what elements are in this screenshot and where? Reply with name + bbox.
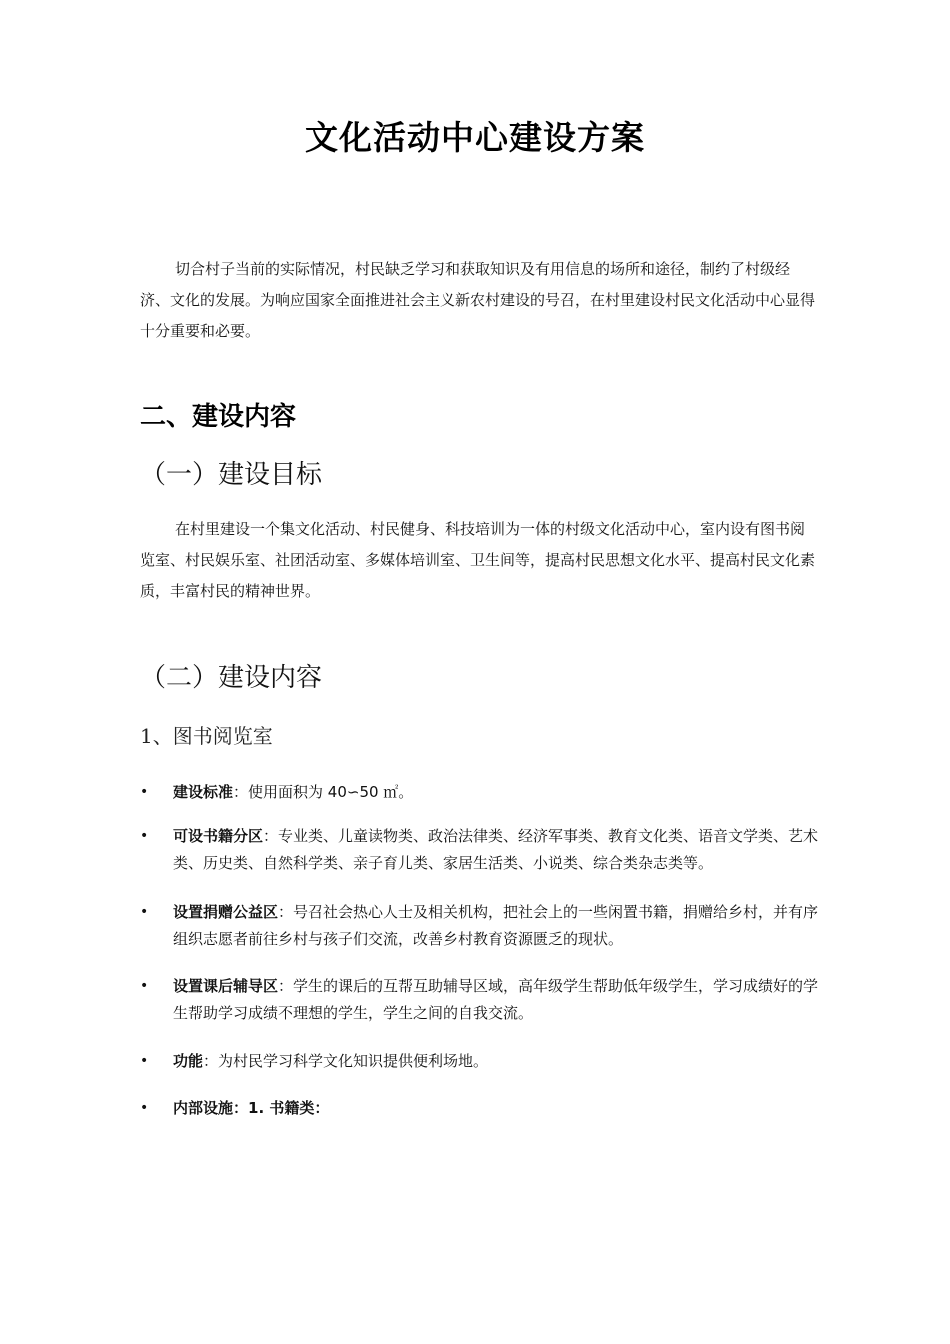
list-item-label: 可设书籍分区 [173, 827, 264, 845]
goal-paragraph: 在村里建设一个集文化活动、村民健身、科技培训为一体的村级文化活动中心，室内设有图书阅览室、村民娱乐室、社团活动室、多媒体培训室、卫生间等，提高村民思想文化水平、提高村民文化素质，丰富村民的精神世界。 [140, 520, 816, 600]
list-item-separator: ： [203, 1052, 219, 1070]
document-title: 文化活动中心建设方案 [305, 118, 645, 157]
intro-paragraph: 切合村子当前的实际情况，村民缺乏学习和获取知识及有用信息的场所和途径，制约了村级经济、文化的发展。为响应国家全面推进社会主义新农村建设的号召，在村里建设村民文化活动中心显得十分重要和必要。 [140, 260, 816, 340]
list-item-separator: ： [233, 783, 249, 801]
list-item-separator: ： [263, 827, 279, 845]
subsection-heading-goal: （一）建设目标 [140, 460, 323, 490]
list-item-separator: ： [278, 903, 294, 921]
bullet-icon: • [140, 1100, 149, 1116]
subsection-heading-content: （二）建设内容 [140, 663, 323, 693]
list-item-separator: ： [278, 977, 294, 995]
bullet-icon: • [140, 904, 149, 920]
list-item-separator: ： [233, 1099, 249, 1117]
bullet-icon: • [140, 784, 149, 800]
list-item [140, 1048, 820, 1075]
item-heading-reading-room: 1、图书阅览室 [140, 724, 273, 748]
bullet-icon: • [140, 1053, 149, 1069]
list-item-label: 设置课后辅导区 [173, 977, 279, 995]
list-item-text: 使用面积为 40∽50 ㎡。 [248, 783, 414, 801]
list-item-text: 为村民学习科学文化知识提供便利场地。 [218, 1052, 489, 1070]
list-item [140, 823, 820, 877]
list-item-label: 功能 [173, 1052, 204, 1070]
list-item-text: 号召社会热心人士及相关机构，把社会上的一些闲置书籍，捐赠给乡村，并有序组织志愿者前往乡村与孩子们交流，改善乡村教育资源匮乏的现状。 [173, 903, 819, 948]
list-item-text: 学生的课后的互帮互助辅导区域，高年级学生帮助低年级学生，学习成绩好的学生帮助学习成绩不理想的学生，学生之间的自我交流。 [173, 977, 819, 1022]
list-item-label: 建设标准 [173, 783, 234, 801]
list-item-text: 1. 书籍类： [248, 1099, 330, 1117]
list-item [140, 899, 820, 953]
bullet-icon: • [140, 828, 149, 844]
list-item [140, 779, 820, 806]
section-heading-construction-content: 二、建设内容 [140, 402, 297, 432]
list-item-text: 专业类、儿童读物类、政治法律类、经济军事类、教育文化类、语音文学类、艺术类、历史类、自然科学类、亲子育儿类、家居生活类、小说类、综合类杂志类等。 [173, 827, 819, 872]
bullet-icon: • [140, 978, 149, 994]
list-item [140, 1095, 820, 1122]
list-item-label: 设置捐赠公益区 [173, 903, 279, 921]
list-item [140, 973, 820, 1027]
list-item-label: 内部设施 [173, 1099, 234, 1117]
